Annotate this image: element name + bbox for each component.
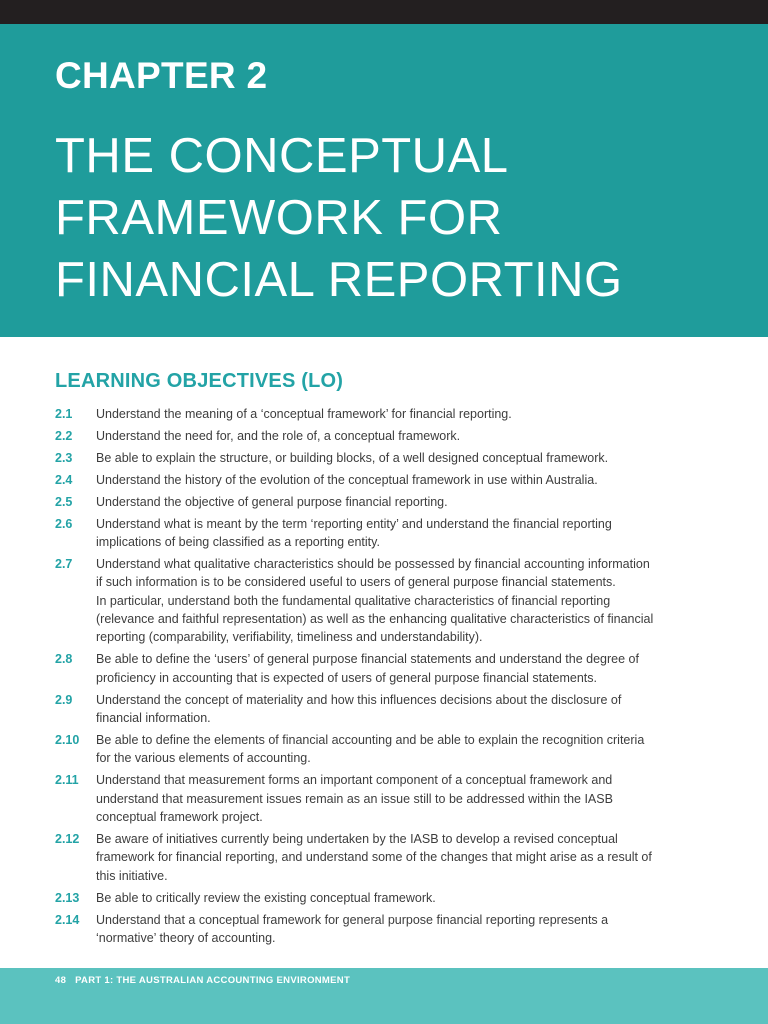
page-footer — [55, 975, 350, 986]
objective-text-line: if such information is to be considered useful to users of general purpose financial statements. — [96, 575, 616, 590]
learning-objective — [55, 493, 715, 511]
learning-objective — [55, 731, 715, 768]
learning-objective — [55, 650, 715, 687]
learning-objective — [55, 449, 715, 467]
objective-number: 2.13 — [55, 890, 80, 905]
learning-objective — [55, 691, 715, 728]
objective-text — [96, 691, 715, 728]
objective-text-line: Understand the meaning of a ‘conceptual framework’ for financial reporting. — [96, 407, 512, 421]
objective-text-line: framework for financial reporting, and understand some of the changes that might arise as a result of — [96, 850, 652, 865]
learning-objectives-list — [55, 405, 715, 951]
objective-text-line: Be aware of initiatives currently being undertaken by the IASB to develop a revised conceptual — [96, 832, 618, 847]
chapter-title — [55, 125, 755, 311]
objective-text-line: Understand the need for, and the role of, a conceptual framework. — [96, 428, 461, 443]
objective-number: 2.10 — [55, 733, 80, 747]
objective-text-line: Understand the concept of materiality and how this influences decisions about the disclosure of — [96, 692, 622, 707]
objective-text-line: (relevance and faithful representation) as well as the enhancing qualitative characteristics of financial — [96, 612, 654, 627]
objective-text — [96, 731, 715, 768]
objective-text — [96, 515, 715, 552]
top-bar — [0, 0, 768, 24]
objective-number: 2.4 — [55, 472, 73, 487]
objective-text — [96, 405, 715, 423]
objective-number: 2.7 — [55, 556, 73, 571]
objective-text-line: Understand what is meant by the term ‘reporting entity’ and understand the financial reporting — [96, 516, 612, 531]
objective-text-line: Be able to define the elements of financial accounting and be able to explain the recognition criteria — [96, 733, 645, 747]
learning-objective — [55, 830, 715, 885]
objective-number: 2.12 — [55, 832, 80, 847]
learning-objectives-heading: LEARNING OBJECTIVES (LO) — [55, 370, 344, 392]
objective-text-line: this initiative. — [96, 868, 168, 883]
objective-text-line: Understand what qualitative characteristics should be possessed by financial accounting information — [96, 556, 650, 571]
learning-objective — [55, 515, 715, 552]
objective-text-line: financial information. — [96, 711, 211, 726]
objective-text — [96, 771, 715, 826]
objective-number: 2.11 — [55, 773, 79, 788]
objective-number: 2.6 — [55, 516, 73, 531]
objective-text-line: proficiency in accounting that is expected of users of general purpose financial statements. — [96, 670, 597, 685]
objective-text-line: implications of being classified as a reporting entity. — [96, 534, 380, 549]
objective-number: 2.14 — [55, 912, 80, 927]
objective-number: 2.9 — [55, 692, 73, 707]
learning-objective — [55, 471, 715, 489]
chapter-title-line: THE CONCEPTUAL — [55, 129, 509, 183]
chapter-title-line: FRAMEWORK FOR — [55, 191, 503, 245]
objective-number: 2.1 — [55, 407, 73, 421]
learning-objective — [55, 911, 715, 948]
chapter-label: CHAPTER 2 — [55, 55, 268, 96]
learning-objective — [55, 771, 715, 826]
objective-text — [96, 427, 715, 445]
objective-text-line: ‘normative’ theory of accounting. — [96, 931, 276, 946]
objective-text — [96, 889, 715, 907]
objective-text-line: Understand that a conceptual framework for general purpose financial reporting represents a — [96, 912, 609, 927]
objective-text — [96, 650, 715, 687]
objective-text — [96, 555, 715, 647]
objective-text — [96, 449, 715, 467]
learning-objective — [55, 889, 715, 907]
page-number: 48 — [55, 975, 67, 986]
objective-text-line: reporting (comparability, verifiability, timeliness and understandability). — [96, 630, 483, 645]
objective-text-line: conceptual framework project. — [96, 810, 263, 825]
objective-text-line: for the various elements of accounting. — [96, 751, 311, 766]
objective-text-line: Understand the history of the evolution of the conceptual framework in use within Australia. — [96, 472, 598, 487]
objective-text — [96, 830, 715, 885]
footer-section: PART 1: THE AUSTRALIAN ACCOUNTING ENVIRONMENT — [75, 975, 351, 986]
objective-text — [96, 493, 715, 511]
objective-text — [96, 471, 715, 489]
objective-text-line: understand that measurement issues remain as an issue still to be addressed within the IASB — [96, 791, 613, 806]
learning-objective — [55, 427, 715, 445]
objective-text-line: Be able to define the ‘users’ of general purpose financial statements and understand the degree of — [96, 652, 639, 667]
objective-number: 2.3 — [55, 450, 73, 465]
objective-number: 2.2 — [55, 428, 73, 443]
objective-text-line: In particular, understand both the fundamental qualitative characteristics of financial reporting — [96, 593, 611, 608]
learning-objective — [55, 555, 715, 647]
learning-objective — [55, 405, 715, 423]
objective-text-line: Be able to explain the structure, or building blocks, of a well designed conceptual framework. — [96, 450, 609, 465]
objective-text — [96, 911, 715, 948]
objective-text-line: Understand that measurement forms an important component of a conceptual framework and — [96, 773, 613, 788]
objective-number: 2.5 — [55, 494, 73, 509]
chapter-title-line: FINANCIAL REPORTING — [55, 253, 623, 307]
objective-text-line: Understand the objective of general purpose financial reporting. — [96, 494, 448, 509]
objective-text-line: Be able to critically review the existing conceptual framework. — [96, 890, 436, 905]
objective-number: 2.8 — [55, 652, 73, 667]
